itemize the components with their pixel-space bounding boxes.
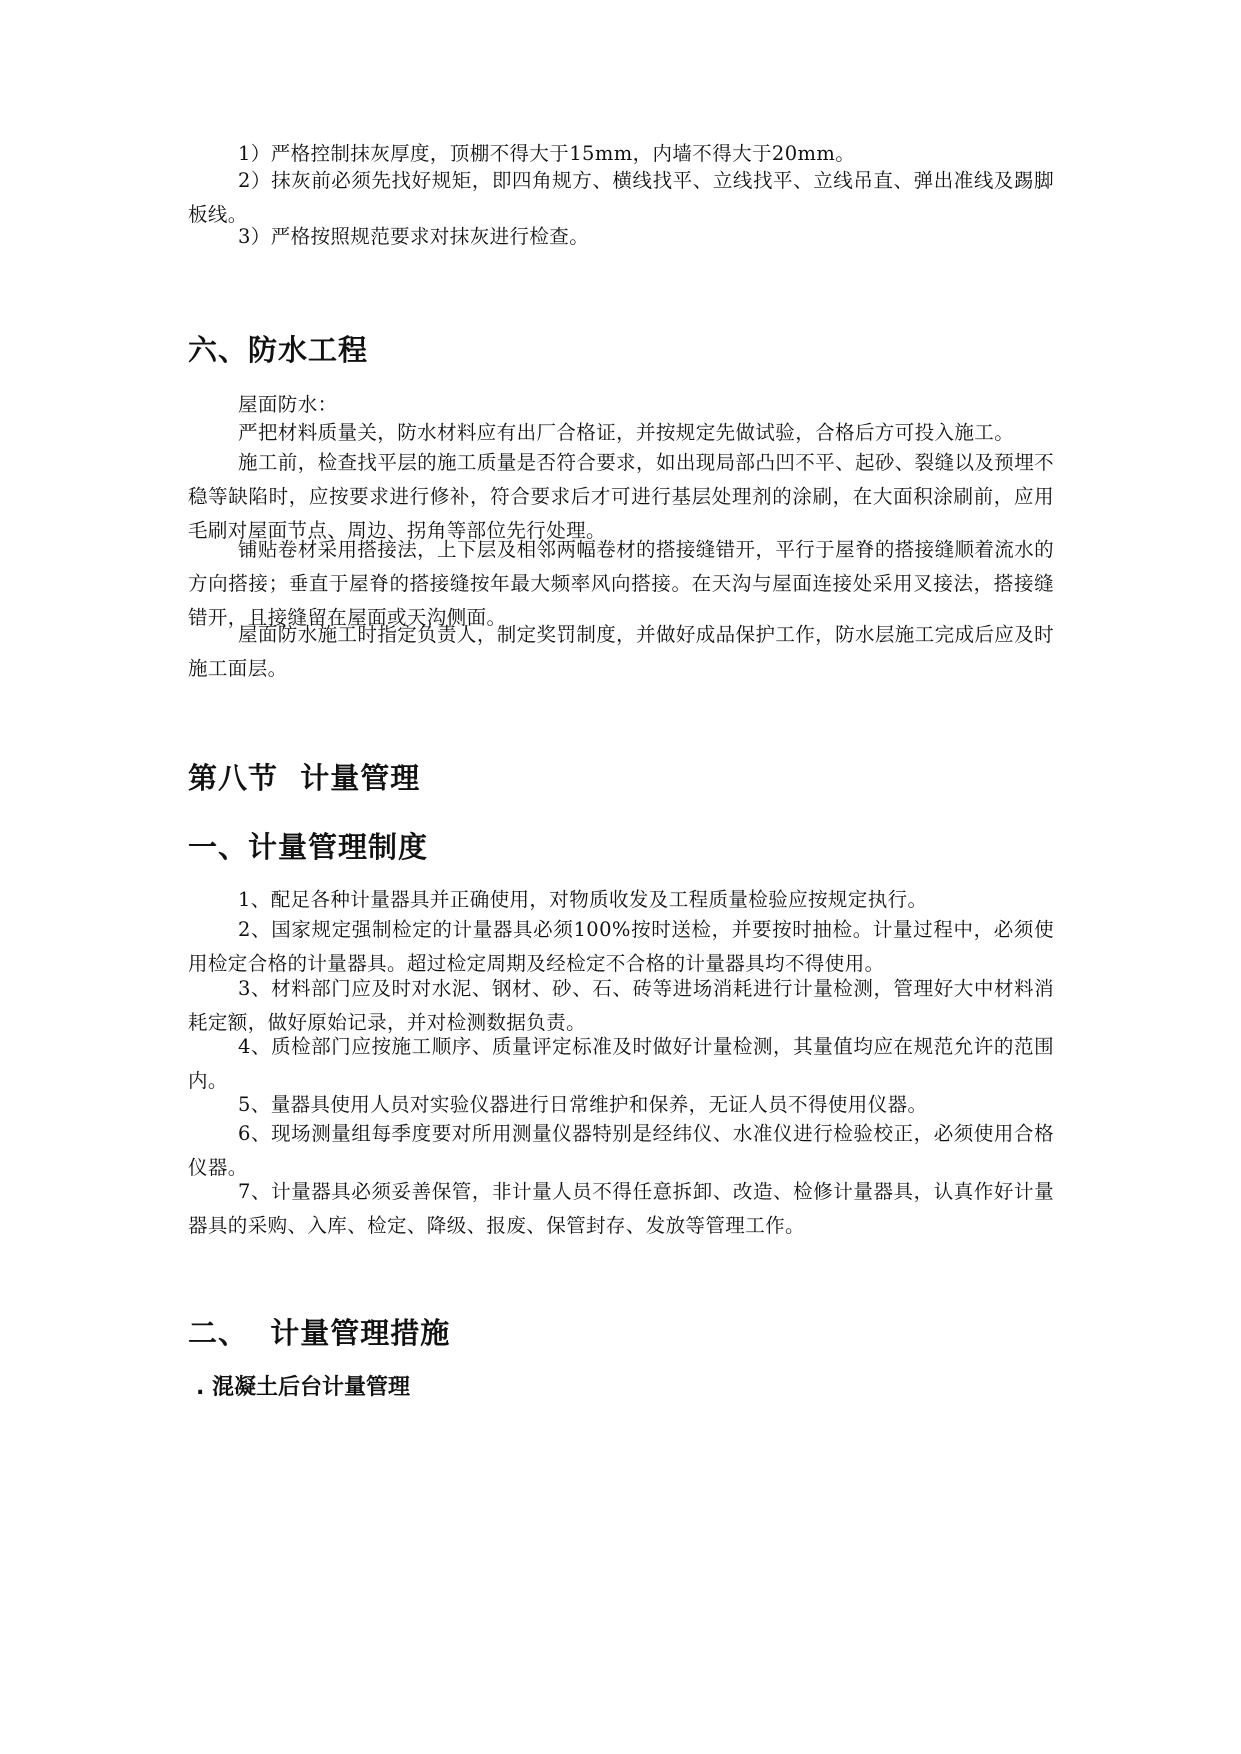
section-heading-waterproofing: 六、防水工程: [188, 333, 369, 367]
paragraph: 严把材料质量关，防水材料应有出厂合格证，并按规定先做试验，合格后方可投入施工。: [238, 421, 1015, 444]
chapter-title: 第八节 计量管理: [188, 761, 421, 795]
list-item: 4、质检部门应按施工顺序、质量评定标准及时做好计量检测，其量值均应在规范允许的范围内。: [188, 1035, 1054, 1092]
plaster-item-3: 3）严格按照规范要求对抹灰进行检查。: [238, 225, 590, 248]
paragraph: 屋面防水施工时指定负责人，制定奖罚制度，并做好成品保护工作，防水层施工完成后应及时施工面层。: [188, 623, 1054, 680]
plaster-item-1: 1）严格控制抹灰厚度，顶棚不得大于15mm，内墙不得大于20mm。: [238, 142, 856, 165]
list-item: 7、计量器具必须妥善保管，非计量人员不得任意拆卸、改造、检修计量器具，认真作好计量器具的采购、入库、检定、降级、报废、保管封存、发放等管理工作。: [188, 1180, 1054, 1237]
section-heading-system: 一、计量管理制度: [188, 830, 429, 864]
plaster-item-2: 2）抹灰前必须先找好规矩，即四角规方、横线找平、立线找平、立线吊直、弹出准线及踢脚板线。: [188, 169, 1054, 226]
list-item: 6、现场测量组每季度要对所用测量仪器特别是经纬仪、水准仪进行检验校正，必须使用合格仪器。: [188, 1122, 1054, 1179]
list-item: 3、材料部门应及时对水泥、钢材、砂、石、砖等进场消耗进行计量检测，管理好大中材料消耗定额，做好原始记录，并对检测数据负责。: [188, 977, 1054, 1034]
paragraph: 铺贴卷材采用搭接法，上下层及相邻两幅卷材的搭接缝错开，平行于屋脊的搭接缝顺着流水的方向搭接；垂直于屋脊的搭接缝按年最大频率风向搭接。在天沟与屋面连接处采用叉接法，搭接缝错开，且接缝留在屋面或天沟侧面。: [188, 538, 1054, 629]
list-item: 5、量器具使用人员对实验仪器进行日常维护和保养，无证人员不得使用仪器。: [238, 1093, 928, 1116]
list-item: 1、配足各种计量器具并正确使用，对物质收发及工程质量检验应按规定执行。: [238, 888, 928, 911]
paragraph: 施工前，检查找平层的施工质量是否符合要求，如出现局部凸凹不平、起砂、裂缝以及预埋不稳等缺陷时，应按要求进行修补，符合要求后才可进行基层处理剂的涂刷，在大面积涂刷前，应用毛刷对屋面节点、周边、拐角等部位先行处理。: [188, 451, 1054, 542]
list-item: 2、国家规定强制检定的计量器具必须100%按时送检，并要按时抽检。计量过程中，必须使用检定合格的计量器具。超过检定周期及经检定不合格的计量器具均不得使用。: [188, 918, 1054, 975]
section-heading-measures: 二、 计量管理措施: [188, 1316, 451, 1350]
subheading-concrete-metering: . 混凝土后台计量管理: [196, 1375, 411, 1400]
paragraph: 屋面防水：: [238, 393, 338, 416]
